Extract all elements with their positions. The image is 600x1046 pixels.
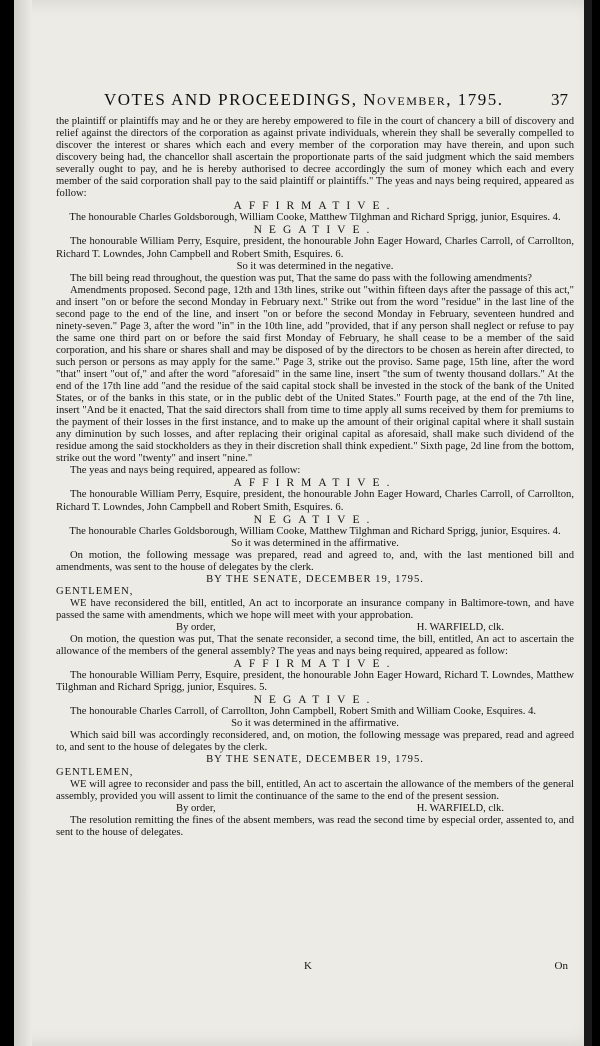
clerk-signature: H. WARFIELD, clk.: [416, 621, 504, 633]
vote-list: The honourable Charles Goldsborough, William Cooke, Matthew Tilghman and Richard Sprigg, junior, Esquires. 4.: [69, 525, 561, 537]
determination: So it was determined in the affirmative.: [231, 537, 399, 549]
message-text: WE have reconsidered the bill, entitled, An act to incorporate an insurance company in Baltimore-town, and have passed the same with amendments, which we hope will meet with your approbation.: [56, 597, 574, 621]
clerk-signature: H. WARFIELD, clk.: [416, 802, 504, 814]
vote-heading-negative: NEGATIVE.: [253, 513, 377, 526]
senate-dateline: BY THE SENATE, DECEMBER 19, 1795.: [206, 754, 424, 766]
message-text: WE will agree to reconsider and pass the bill, entitled, An act to ascertain the allowance of the members of the general assembly, provided you will assent to limit the continuance of the same to the end of the present session.: [56, 778, 574, 802]
vote-list: The honourable William Perry, Esquire, president, the honourable John Eager Howard, Charles Carroll, of Carrollton, Richard T. Lowndes, John Campbell and Robert Smith, Esquires. 6.: [56, 489, 574, 513]
by-order: By order,: [176, 802, 216, 814]
vote-heading-negative: NEGATIVE.: [253, 694, 377, 707]
header-title: VOTES AND PROCEEDINGS, November, 1795.: [104, 90, 504, 109]
paragraph: the plaintiff or plaintiffs may and he or they are hereby empowered to file in the court of chancery a bill of discovery and relief against the directors of the corporation as against private individuals, wherein they shall be severally compelled to discover the interest or shares which each and every member of the corporation may have therein, and upon such discovery being had, the chancellor shall ascertain the proportionate parts of the said judgment which the said members severally ought to pay, and he is hereby authorised to decree accordingly the sum of money which each and every member of the said corporation shall pay to the said plaintiff or plaintiffs." The yeas and nays being required, appeared as follow:: [56, 116, 574, 200]
senate-dateline: BY THE SENATE, DECEMBER 19, 1795.: [206, 573, 424, 585]
determination: So it was determined in the affirmative.: [231, 718, 399, 730]
paragraph: Amendments proposed. Second page, 12th and 13th lines, strike out "within fifteen days after the passage of this act," and insert "on or before the second Monday in February next." Strike out from the word "residue" in the last line of the second page to the end of the line, and insert "on or before the second Monday in February, seventeen hundred and ninety-seven." Page 3, after the word "in" in the 10th line, add "provided, that if any person shall neglect or refuse to pay the same one third part on or before the said first Monday of February, he shall cease to be a member of the said corporation, and his share or shares shall and may be disposed of by the directors to be chosen as herein after directed, to such person or persons as may apply for the same." Page 3, strike out the proviso. Same page, 15th line, after the word "that" insert "out of," and after the word "aforesaid" in the same line, insert "the sum of twenty thousand dollars." At the end of the 17th line add "and the residue of the said capital stock shall be invested in the stock of the bank of the United States, or of the banks in this state, or in the public debt of the United States." Fourth page, at the end of the 7th line, insert "And be it enacted, That the said directors shall from time to time apply all sums received by them for premiums to the payment of their losses in the first instance, and to make up the amount of their original capital where it shall sustain any diminution by such losses, and after replacing their original capital as aforesaid, shall make such dividend of the residue among the said stockholders as they in their discretion shall think expedient." Sixth page, 2d line from the bottom, strike out the word "twenty" and insert "nine.": [56, 284, 574, 465]
running-header: [54, 90, 574, 116]
vote-list: The honourable Charles Carroll, of Carrollton, John Campbell, Robert Smith and William Cooke, Esquires. 4.: [70, 706, 537, 718]
document-page: [14, 0, 592, 1046]
paragraph: The resolution remitting the fines of the absent members, was read the second time by especial order, assented to, and sent to the house of delegates.: [56, 814, 574, 838]
vote-list: The honourable William Perry, Esquire, president, the honourable John Eager Howard, Richard T. Lowndes, Matthew Tilghman and Richard Sprigg, junior, Esquires. 5.: [56, 670, 574, 694]
vote-heading-affirmative: AFFIRMATIVE.: [233, 658, 397, 671]
signature-mark: K: [304, 960, 312, 972]
vote-list: The honourable Charles Goldsborough, William Cooke, Matthew Tilghman and Richard Sprigg, junior, Esquires. 4.: [69, 212, 561, 224]
page-number: 37: [551, 90, 568, 109]
body-text: [56, 116, 574, 839]
determination: So it was determined in the negative.: [236, 260, 394, 272]
catchword: On: [554, 960, 568, 972]
salutation: GENTLEMEN,: [56, 766, 134, 778]
page-gutter: [14, 0, 32, 1046]
vote-list: The honourable William Perry, Esquire, president, the honourable John Eager Howard, Charles Carroll, of Carrollton, Richard T. Lowndes, John Campbell and Robert Smith, Esquires. 6.: [56, 236, 574, 260]
vote-heading-affirmative: AFFIRMATIVE.: [233, 200, 397, 213]
paragraph: On motion, the question was put, That the senate reconsider, a second time, the bill, entitled, An act to ascertain the allowance of the members of the general assembly? The yeas and nays being required, appeared as follow:: [56, 634, 574, 658]
signature-block: [56, 803, 574, 815]
vote-heading-affirmative: AFFIRMATIVE.: [233, 477, 397, 490]
by-order: By order,: [176, 621, 216, 633]
vote-heading-negative: NEGATIVE.: [253, 224, 377, 237]
paragraph: Which said bill was accordingly reconsidered, and, on motion, the following message was prepared, read and agreed to, and sent to the house of delegates by the clerk.: [56, 730, 574, 754]
paragraph: The bill being read throughout, the question was put, That the same do pass with the following amendments?: [70, 272, 533, 284]
page-edge: [584, 0, 592, 1046]
salutation: GENTLEMEN,: [56, 585, 134, 597]
paragraph: The yeas and nays being required, appeared as follow:: [70, 465, 301, 477]
signature-block: [56, 622, 574, 634]
paragraph: On motion, the following message was prepared, read and agreed to, and, with the last mentioned bill and amendments, was sent to the house of delegates by the clerk.: [56, 549, 574, 573]
